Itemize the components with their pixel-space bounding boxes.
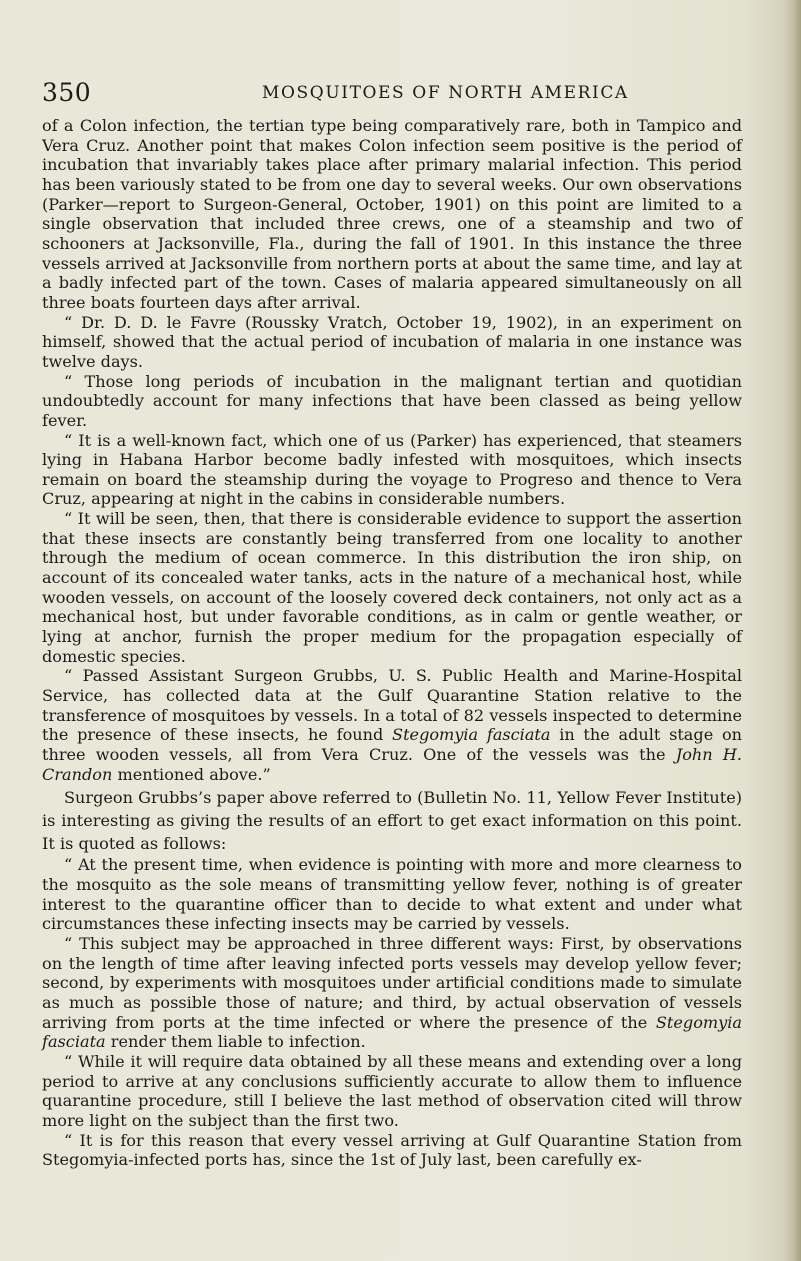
page-number: 350	[42, 78, 92, 107]
running-head: MOSQUITOES OF NORTH AMERICA	[262, 83, 629, 103]
page-header	[42, 78, 742, 108]
species-name: Stegomyia fasciata	[42, 1012, 742, 1052]
paragraph: of a Colon infection, the tertian type being comparatively rare, both in Tampico and Vera Cruz. Another point that makes Colon infection seem positive is the period of incubation that invariably takes place after primary malarial infection. This period has been variously stated to be from one day to several weeks. Our own observations (Parker—report to Surgeon-General, October, 1901) on this point are limited to a single observation that included three crews, one of a steamship and two of schooners at Jacksonville, Fla., during the fall of 1901. In this instance the three vessels arrived at Jacksonville from northern ports at about the same time, and lay at a badly infected part of the town. Cases of malaria appeared simultaneously on all three boats fourteen days after arrival.	[42, 116, 742, 312]
body-text	[42, 116, 742, 1170]
paragraph: “ At the present time, when evidence is pointing with more and more clearness to the mosquito as the sole means of transmitting yellow fever, nothing is of greater interest to the quarantine officer than to decide to what extent and under what circumstances these infecting insects may be carried by vessels.	[42, 855, 742, 934]
paragraph: “ Dr. D. D. le Favre (Roussky Vratch, October 19, 1902), in an experiment on himself, showed that the actual period of incubation of malaria in one instance was twelve days.	[42, 312, 742, 371]
paragraph-text: mentioned above.”	[112, 764, 271, 784]
paragraph: Surgeon Grubbs’s paper above referred to (Bulletin No. 11, Yellow Fever Institute) is interesting as giving the results of an effort to get exact information on this point. It is quoted as follows:	[42, 788, 742, 854]
paragraph: “ While it will require data obtained by all these means and extending over a long period to arrive at any conclusions sufficiently accurate to allow them to influence quarantine procedure, still I believe the last method of observation cited will throw more light on the subject than the first two.	[42, 1051, 742, 1130]
paragraph-text: “ Passed Assistant Surgeon Grubbs, U. S. Public Health and Marine-Hospital Service, has collected data at the Gulf Quarantine Station relative to the transference of mosquitoes by vessels. In a total of 82 vessels inspected to determine the presence of these insects, he found	[42, 666, 742, 745]
paragraph: “ Those long periods of incubation in the malignant tertian and quotidian undoubtedly account for many infections that have been classed as being yellow fever.	[42, 371, 742, 430]
paragraph	[42, 666, 742, 784]
paragraph-text: render them liable to infection.	[105, 1032, 366, 1052]
paragraph: “ It will be seen, then, that there is considerable evidence to support the assertion that these insects are constantly being transferred from one locality to another through the medium of ocean commerce. In this distribution the iron ship, on account of its concealed water tanks, acts in the nature of a mechanical host, while wooden vessels, on account of the loosely covered deck containers, not only act as a mechanical host, but under favorable conditions, as in calm or gentle weather, or lying at anchor, furnish the proper medium for the propagation especially of domestic species.	[42, 509, 742, 666]
paragraph	[42, 934, 742, 1052]
paragraph-text: in the adult stage on three wooden vessels, all from Vera Cruz. One of the vessels was the	[42, 725, 742, 764]
paragraph: “ It is a well-known fact, which one of us (Parker) has experienced, that steamers lying in Habana Harbor become badly infested with mosquitoes, which insects remain on board the steamship during the voyage to Progreso and thence to Vera Cruz, appearing at night in the cabins in considerable numbers.	[42, 430, 742, 509]
ship-name: John H. Crandon	[42, 745, 743, 784]
page-edge-shadow	[783, 0, 801, 1261]
species-name: Stegomyia fasciata	[392, 725, 551, 745]
paragraph: “ It is for this reason that every vessel arriving at Gulf Quarantine Station from Stegomyia-infected ports has, since the 1st of July last, been carefully ex-	[42, 1130, 742, 1170]
paragraph-text: “ This subject may be approached in three different ways: First, by observations on the length of time after leaving infected ports vessels may develop yellow fever; second, by experiments with mosquitoes under artificial conditions made to simulate as much as possible those of nature; and third, by actual observation of vessels arriving from ports at the time infected or where the presence of the	[42, 933, 742, 1032]
